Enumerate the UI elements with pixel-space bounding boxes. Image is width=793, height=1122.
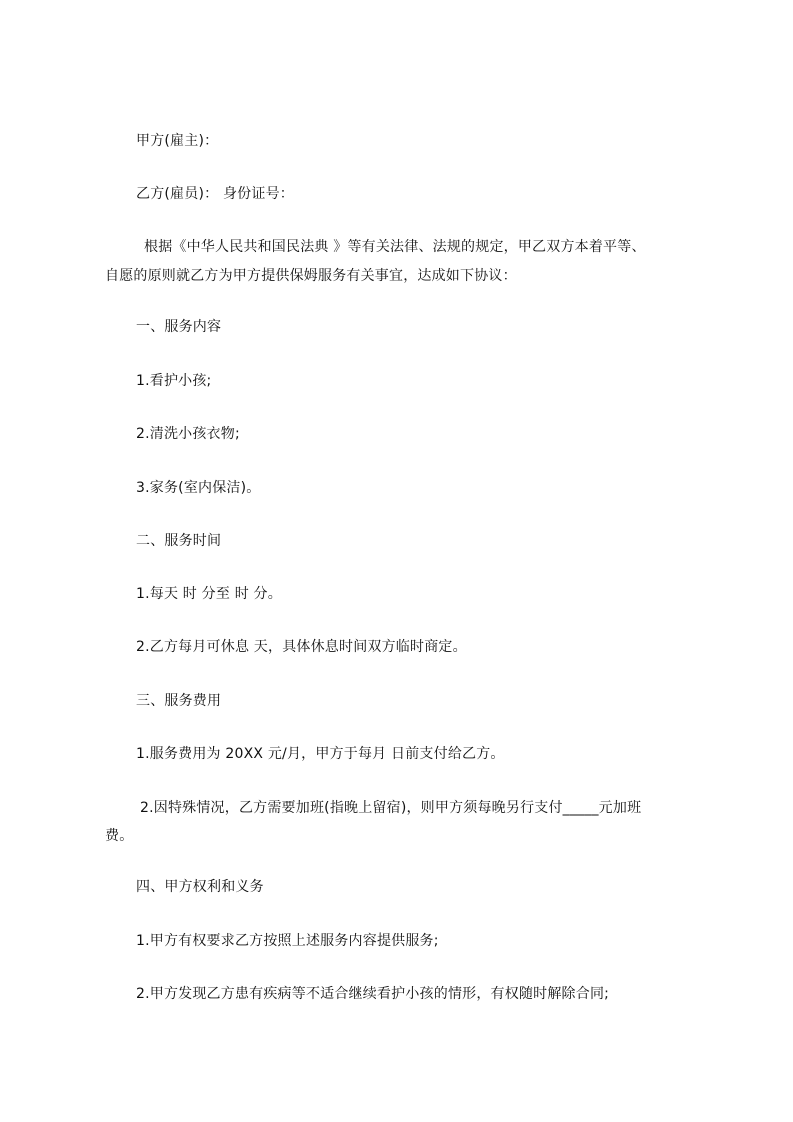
section-heading: 四、甲方权利和义务 <box>136 879 264 895</box>
list-item: 1.每天 时 分至 时 分。 <box>136 586 282 602</box>
list-item: 2.甲方发现乙方患有疾病等不适合继续看护小孩的情形，有权随时解除合同; <box>136 986 610 1002</box>
section-heading: 一、服务内容 <box>136 319 222 335</box>
intro-paragraph-line-2: 自愿的原则就乙方为甲方提供保姆服务有关事宜，达成如下协议： <box>105 268 517 284</box>
party-b-line: 乙方(雇员)： 身份证号： <box>136 186 294 202</box>
list-item: 2.因特殊情况，乙方需要加班(指晚上留宿)，则甲方须每晚另行支付_____元加班 <box>140 800 642 816</box>
intro-paragraph-line-1: 根据《中华人民共和国民法典 》等有关法律、法规的规定，甲乙双方本着平等、 <box>144 239 646 255</box>
list-item: 1.甲方有权要求乙方按照上述服务内容提供服务; <box>136 933 439 949</box>
list-item: 1.服务费用为 20XX 元/月，甲方于每月 日前支付给乙方。 <box>136 746 505 762</box>
list-item: 2.清洗小孩衣物; <box>136 426 240 442</box>
party-a-line: 甲方(雇主)： <box>136 133 219 149</box>
section-heading: 三、服务费用 <box>136 693 222 709</box>
list-item: 3.家务(室内保洁)。 <box>136 480 261 496</box>
section-heading: 二、服务时间 <box>136 533 222 549</box>
list-item: 1.看护小孩; <box>136 373 212 389</box>
list-item-continuation: 费。 <box>105 828 134 844</box>
list-item: 2.乙方每月可休息 天，具体休息时间双方临时商定。 <box>136 639 467 655</box>
